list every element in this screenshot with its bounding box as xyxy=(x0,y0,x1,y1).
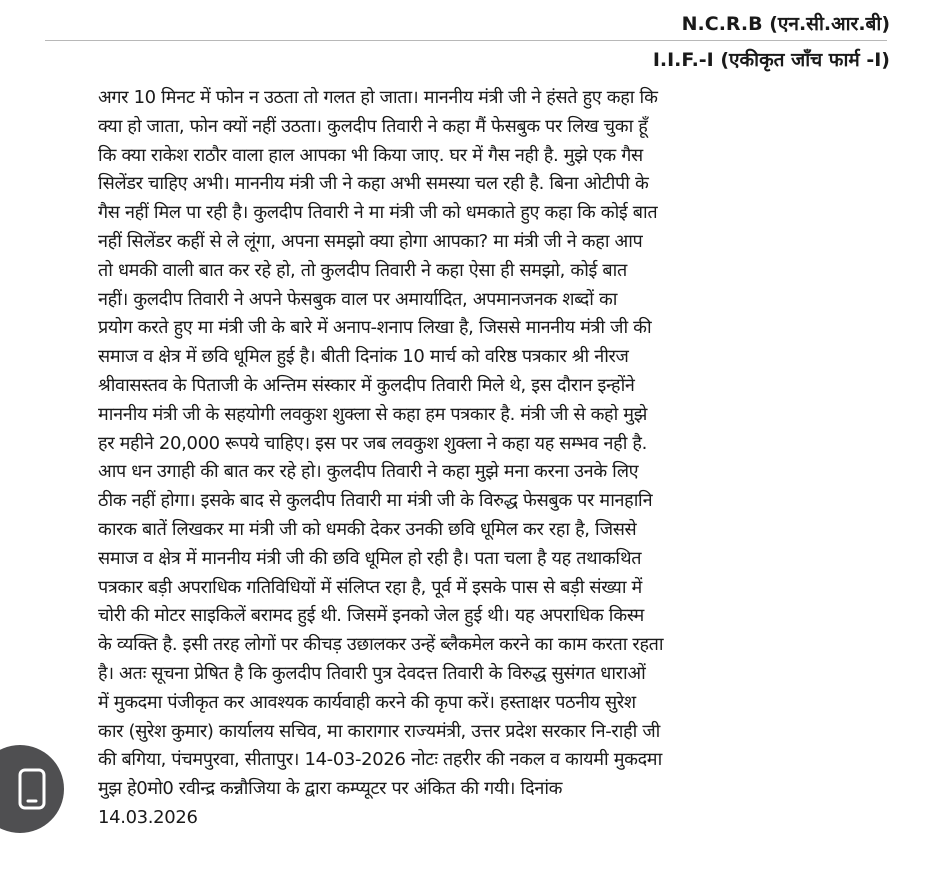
body-text-line: मुझ हे0मो0 रवीन्द्र कन्नौजिया के द्वारा कम्प्यूटर पर अंकित की गयी। दिनांक xyxy=(98,778,563,800)
body-text-line: पत्रकार बड़ी अपराधिक गतिविधियों में संलिप्त रहा है, पूर्व में इसके पास से बड़ी संख्या में xyxy=(98,576,642,598)
body-text-line: क्या हो जाता, फोन क्यों नहीं उठता। कुलदीप तिवारी ने कहा मैं फेसबुक पर लिख चुका हूँ xyxy=(98,115,648,137)
body-text-line: ठीक नहीं होगा। इसके बाद से कुलदीप तिवारी मा मंत्री जी के विरुद्ध फेसबुक पर मानहानि xyxy=(98,490,653,512)
form-header xyxy=(653,10,890,74)
phone-icon xyxy=(18,768,46,810)
body-text-line: नहीं। कुलदीप तिवारी ने अपने फेसबुक वाल पर अमार्यादित, अपमानजनक शब्दों का xyxy=(98,288,618,310)
floating-phone-button[interactable] xyxy=(0,745,64,833)
body-text-line: नहीं सिलेंडर कहीं से ले लूंगा, अपना समझो क्या होगा आपका? मा मंत्री जी ने कहा आप xyxy=(98,230,643,252)
header-divider xyxy=(45,40,887,41)
body-text-line: चोरी की मोटर साइकिलें बरामद हुई थी. जिसमें इनको जेल हुई थी। यह अपराधिक किस्म xyxy=(98,605,644,627)
body-text-line: समाज व क्षेत्र में छवि धूमिल हुई है। बीती दिनांक 10 मार्च को वरिष्ठ पत्रकार श्री नीरज xyxy=(98,346,629,368)
body-text-line: की बगिया, पंचमपुरवा, सीतापुर। 14-03-2026 नोटः तहरीर की नकल व कायमी मुकदमा xyxy=(98,749,662,771)
body-text-line: के व्यक्ति है. इसी तरह लोगों पर कीचड़ उछालकर उन्हें ब्लैकमेल करने का काम करता रहता xyxy=(98,634,664,656)
complaint-body-text xyxy=(98,84,820,833)
body-text-line: कारक बातें लिखकर मा मंत्री जी को धमकी देकर उनकी छवि धूमिल कर रहा है, जिससे xyxy=(98,518,637,540)
header-form-title: I.I.F.-I (एकीकृत जाँच फार्म -I) xyxy=(652,49,890,71)
body-text-line: कार (सुरेश कुमार) कार्यालय सचिव, मा कारागार राज्यमंत्री, उत्तर प्रदेश सरकार नि-राही जी xyxy=(98,720,660,742)
body-text-line: 14.03.2026 xyxy=(98,806,198,828)
body-text-line: समाज व क्षेत्र में माननीय मंत्री जी की छवि धूमिल हो रही है। पता चला है यह तथाकथित xyxy=(98,547,642,569)
body-text-line: तो धमकी वाली बात कर रहे हो, तो कुलदीप तिवारी ने कहा ऐसा ही समझो, कोई बात xyxy=(98,259,627,281)
body-text-line: अगर 10 मिनट में फोन न उठता तो गलत हो जाता। माननीय मंत्री जी ने हंसते हुए कहा कि xyxy=(98,87,658,108)
body-text-line: आप धन उगाही की बात कर रहे हो। कुलदीप तिवारी ने कहा मुझे मना करना उनके लिए xyxy=(98,461,639,483)
body-text-line: गैस नहीं मिल पा रही है। कुलदीप तिवारी ने मा मंत्री जी को धमकाते हुए कहा कि कोई बात xyxy=(98,202,658,224)
body-text-line: श्रीवासस्तव के पिताजी के अन्तिम संस्कार में कुलदीप तिवारी मिले थे, इस दौरान इन्होंने xyxy=(98,374,635,396)
body-text-line: माननीय मंत्री जी के सहयोगी लवकुश शुक्ला से कहा हम पत्रकार है. मंत्री जी से कहो मुझे xyxy=(98,403,647,425)
header-ncrb-title: N.C.R.B (एन.सी.आर.बी) xyxy=(681,13,890,35)
body-text-line: कि क्या राकेश राठौर वाला हाल आपका भी किया जाए. घर में गैस नही है. मुझे एक गैस xyxy=(98,144,643,166)
body-text-line: में मुकदमा पंजीकृत कर आवश्यक कार्यवाही करने की कृपा करें। हस्ताक्षर पठनीय सुरेश xyxy=(98,691,636,713)
body-text-line: प्रयोग करते हुए मा मंत्री जी के बारे में अनाप-शनाप लिखा है, जिससे माननीय मंत्री जी की xyxy=(98,317,652,339)
body-text-line: है। अतः सूचना प्रेषित है कि कुलदीप तिवारी पुत्र देवदत्त तिवारी के विरुद्ध सुसंगत धाराओं xyxy=(98,662,646,684)
body-text-line: सिलेंडर चाहिए अभी। माननीय मंत्री जी ने कहा अभी समस्या चल रही है. बिना ओटीपी के xyxy=(98,173,649,195)
body-text-line: हर महीने 20,000 रूपये चाहिए। इस पर जब लवकुश शुक्ला ने कहा यह सम्भव नही है. xyxy=(98,432,647,454)
